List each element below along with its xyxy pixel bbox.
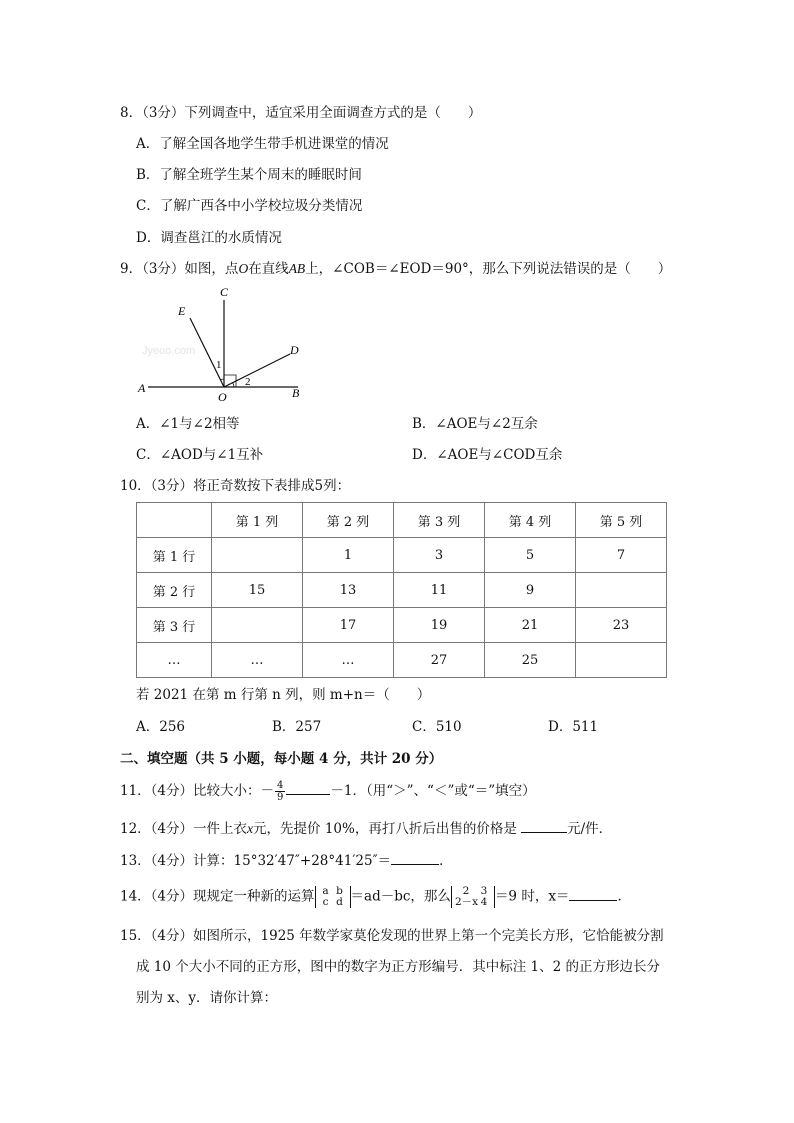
- table-cell: 第 3 行: [137, 608, 212, 643]
- q11-line: 11．（4分）比较大小：－ $\frac{4}{9}$ －1．（用“＞”、“＜”或“＝”填空）: [120, 780, 536, 803]
- table-row: [137, 573, 667, 608]
- watermark: Jyeoo.com: [142, 345, 196, 357]
- q10-stem: 10．（3分）将正奇数按下表排成5列：: [120, 478, 351, 494]
- table-cell: 27: [394, 643, 485, 678]
- q9-option-c: C．∠AOD与∠1互补: [136, 447, 264, 463]
- table-header-row: [137, 503, 667, 538]
- q10-option-c: C．510: [412, 719, 462, 735]
- q9-figure: [130, 282, 310, 404]
- table-cell: 19: [394, 608, 485, 643]
- q8-option-b: B．了解全班学生某个周末的睡眠时间: [136, 167, 362, 183]
- answer-blank: [286, 782, 330, 795]
- table-header-cell: 第 1 列: [212, 503, 303, 538]
- ray-od: [224, 354, 290, 387]
- label-d: D: [290, 343, 299, 357]
- table-cell: [576, 573, 667, 608]
- table-cell: 第 1 行: [137, 538, 212, 573]
- q9-option-d: D．∠AOE与∠COD互余: [412, 447, 563, 463]
- table-row: [137, 643, 667, 678]
- table-header-cell: 第 2 列: [303, 503, 394, 538]
- right-angle-mark: [224, 375, 236, 387]
- q8-stem: 8．（3分）下列调查中，适宜采用全面调查方式的是（ ）: [120, 105, 482, 121]
- table-cell: 9: [485, 573, 576, 608]
- table-cell: …: [137, 643, 212, 678]
- table-cell: …: [212, 643, 303, 678]
- table-header-cell: 第 3 列: [394, 503, 485, 538]
- label-e: E: [178, 304, 186, 318]
- table-cell: 25: [485, 643, 576, 678]
- q10-option-b: B．257: [272, 719, 322, 735]
- table-cell: 15: [212, 573, 303, 608]
- q9-option-a: A．∠1与∠2相等: [136, 416, 240, 432]
- q10-option-a: A．256: [136, 719, 186, 735]
- section-2-heading: 二、填空题（共 5 小题，每小题 4 分，共计 20 分）: [120, 751, 443, 767]
- q15-line-2: 成 10 个大小不同的正方形，图中的数字为正方形编号．其中标注 1、2 的正方形边长分: [136, 959, 661, 975]
- q12-line: 12．（4分）一件上衣x元，先提价 10%，再打八折后出售的价格是 元/件．: [120, 821, 613, 837]
- label-c: C: [220, 285, 229, 299]
- table-cell: 1: [303, 538, 394, 573]
- label-angle-1: 1: [216, 359, 222, 371]
- table-header-cell: 第 5 列: [576, 503, 667, 538]
- table-cell: 13: [303, 573, 394, 608]
- table-cell: …: [303, 643, 394, 678]
- table-row: [137, 538, 667, 573]
- answer-blank: [391, 852, 439, 865]
- label-o: O: [218, 390, 227, 404]
- table-cell: 7: [576, 538, 667, 573]
- answer-blank: [569, 888, 617, 901]
- table-cell: 第 2 行: [137, 573, 212, 608]
- q8-option-a: A．了解全国各地学生带手机进课堂的情况: [136, 136, 389, 152]
- odd-number-table: [136, 502, 667, 678]
- q14-line: 14．（4分）现规定一种新的运算 a b c d ＝ad－bc，那么 2 3 2－x 4 ＝9 时，x＝ ．: [120, 885, 631, 908]
- table-cell: 11: [394, 573, 485, 608]
- q15-line-3: 别为 x、y．请你计算：: [136, 990, 278, 1006]
- q8-option-c: C．了解广西各中小学校垃圾分类情况: [136, 198, 363, 214]
- fraction: $\frac{4}{9}$: [277, 780, 284, 803]
- table-row: [137, 608, 667, 643]
- q8-option-d: D．调查邕江的水质情况: [136, 230, 282, 246]
- q10-option-d: D．511: [548, 719, 599, 735]
- table-cell: 21: [485, 608, 576, 643]
- table-header-cell: [137, 503, 212, 538]
- table-cell: [212, 608, 303, 643]
- determinant-instance: 2 3 2－x 4: [451, 886, 495, 908]
- label-angle-2: 2: [245, 376, 251, 388]
- q13-line: 13．（4分）计算：15°32′47″+28°41′25″＝ ．: [120, 853, 453, 869]
- table-header-cell: 第 4 列: [485, 503, 576, 538]
- table-cell: [576, 643, 667, 678]
- table-cell: 3: [394, 538, 485, 573]
- angle-2-arc: [233, 383, 235, 388]
- q9-stem: 9．（3分）如图，点O在直线AB上，∠COB＝∠EOD＝90°，那么下列说法错误的是（ ）: [120, 261, 672, 277]
- answer-blank: [521, 820, 567, 833]
- table-cell: 23: [576, 608, 667, 643]
- q9-option-b: B．∠AOE与∠2互余: [412, 416, 538, 432]
- q15-line-1: 15．（4分）如图所示，1925 年数学家莫伦发现的世界上第一个完美长方形，它恰能被分割: [120, 928, 664, 944]
- table-cell: 5: [485, 538, 576, 573]
- label-b: B: [292, 386, 300, 400]
- q10-question: 若 2021 在第 m 行第 n 列，则 m+n＝（ ）: [136, 687, 431, 703]
- table-cell: 17: [303, 608, 394, 643]
- table-cell: [212, 538, 303, 573]
- determinant-definition: a b c d: [315, 886, 351, 908]
- label-a: A: [138, 381, 146, 395]
